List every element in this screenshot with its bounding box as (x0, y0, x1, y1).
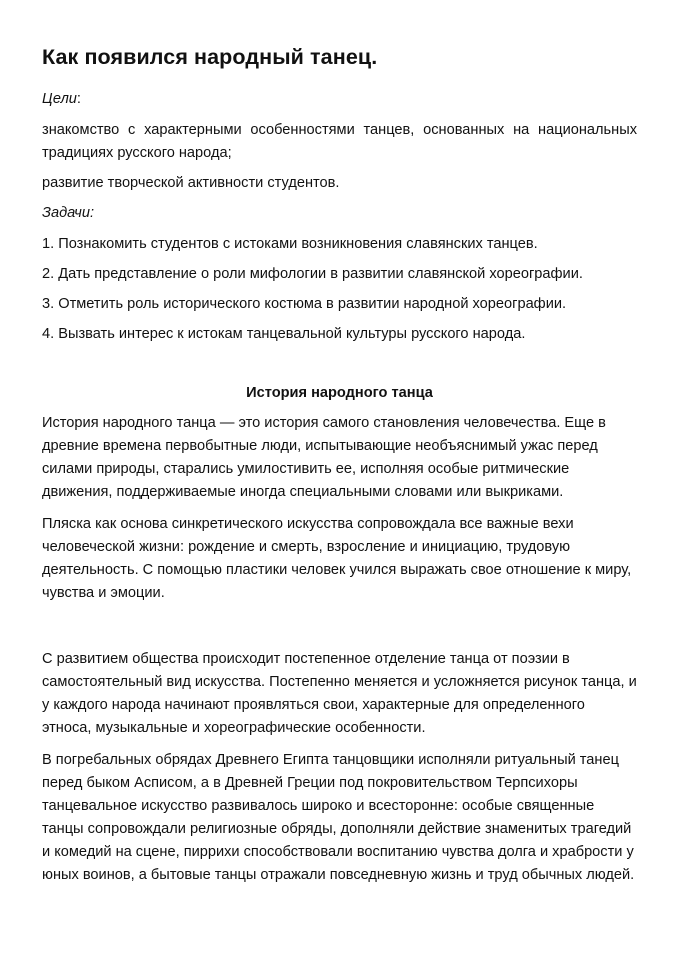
paragraph: В погребальных обрядах Древнего Египта танцовщики исполняли ритуальный танец перед быком Асписом, а в Древней Греции под покровительством Терпсихоры танцевальное искусство развивалось широко и всесторонне: особые священные танцы сопровождали религиозные обряды, дополняли действие знаменитых трагедий и комедий на сцене, пиррихи способствовали воспитанию чувства долга и храбрости у юных воинов, а бытовые танцы отражали повседневную жизнь и труд обычных людей. (42, 752, 635, 883)
section-title: История народного танца (246, 385, 433, 401)
goals-label-colon: : (76, 91, 81, 107)
goal-item: знакомство с характерными особенностями танцев, основанных на национальных традициях русского народа; (42, 122, 637, 161)
task-item: 3. Отметить роль исторического костюма в развитии народной хореографии. (42, 296, 567, 312)
task-item: 1. Познакомить студентов с истоками возникновения славянских танцев. (42, 236, 538, 252)
paragraph-gap (42, 614, 637, 648)
goals-label (42, 88, 637, 111)
goals-list (42, 119, 637, 195)
page-title: Как появился народный танец. (42, 45, 378, 69)
paragraph: Пляска как основа синкретического искусства сопровождала все важные вехи человеческой жизни: рождение и смерть, взросление и инициацию, трудовую деятельность. С помощью пластики человек учился выражать свое отношение к миру, чувства и эмоции. (42, 516, 632, 601)
body-text (42, 412, 637, 887)
task-item: 2. Дать представление о роли мифологии в развитии славянской хореографии. (42, 266, 583, 282)
goal-item: развитие творческой активности студентов. (42, 175, 340, 191)
tasks-label: Задачи: (42, 205, 95, 221)
task-item: 4. Вызвать интерес к истокам танцевальной культуры русского народа. (42, 326, 526, 342)
goals-label-text: Цели (42, 91, 77, 107)
paragraph: С развитием общества происходит постепенное отделение танца от поэзии в самостоятельный вид искусства. Постепенно меняется и усложняется рисунок танца, и у каждого народа начинают проявляться свои, характерные для определенного этноса, музыкальные и хореографические особенности. (42, 651, 637, 736)
tasks-list (42, 233, 637, 346)
paragraph: История народного танца — это история самого становления человечества. Еще в древние времена первобытные люди, испытывающие необъяснимый ужас перед силами природы, старались умилостивить ее, исполняя особые ритмические движения, поддерживаемые иногда специальными словами или выкриками. (42, 415, 606, 500)
